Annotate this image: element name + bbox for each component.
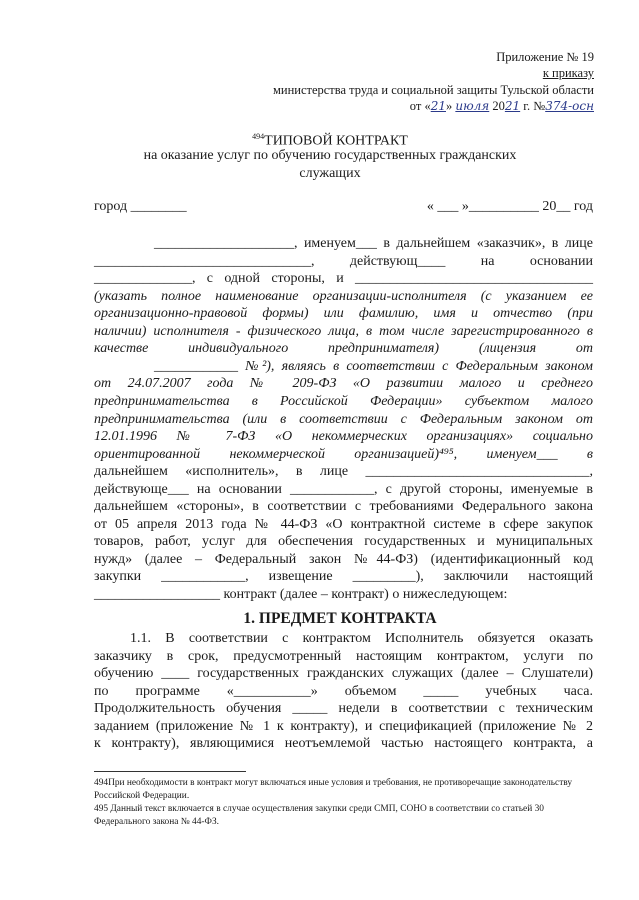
preamble-line: ____________________, именуем___ в дальнейшем «заказчик», в лице: [154, 236, 593, 251]
preamble-line: ____________ №²), являясь в соответствии с Федеральным законом: [154, 358, 593, 374]
section-1-line: 1.1. В соответствии с контрактом Исполнитель обязуется оказать: [130, 631, 593, 646]
appendix-date-line: [410, 99, 594, 114]
preamble-line: от 05 апреля 2013 года № 44-ФЗ «О контрактной системе в сфере закупок: [94, 516, 593, 532]
handwritten-day: 21: [430, 99, 446, 113]
date-mid: »: [445, 99, 456, 113]
section-1-line: обучению ____ государственных гражданских служащих (далее – Слушатели): [94, 666, 593, 681]
appendix-ministry: министерства труда и социальной защиты Тульской области: [272, 83, 594, 97]
preamble-line: закупки ____________, извещение _________), заключили настоящий: [94, 569, 593, 585]
date-prefix: от «: [409, 99, 431, 113]
preamble-line: нужд» (далее – Федеральный закон №44-ФЗ) (идентификационный код: [94, 551, 593, 567]
appendix-number: Приложение № 19: [496, 50, 594, 64]
number-prefix: г. №: [520, 99, 546, 113]
section-1-line: по программе «___________» объемом _____ учебных часа.: [94, 683, 593, 699]
section-1-heading: 1. ПРЕДМЕТ КОНТРАКТА: [243, 610, 437, 627]
preamble-line: предпринимательства (или в соответствии с Федеральным законом от: [94, 411, 593, 427]
title-subtitle-1: на оказание услуг по обучению государственных гражданских: [143, 148, 517, 163]
preamble-line: (указать полное наименование организации-исполнителя (с указанием ее: [94, 288, 593, 304]
title-main: ТИПОВОЙ КОНТРАКТ: [264, 133, 408, 149]
preamble-line: ориентированной некоммерческой организацией)⁴⁹⁵, именуем___ в: [94, 446, 593, 462]
preamble-line: дальнейшем «стороны», в соответствии с требованиями Федерального закона: [94, 499, 593, 515]
preamble-line: организационно-правовой формы) или фамилию, имя и отчество (при: [94, 306, 593, 322]
preamble-line: дальнейшем «исполнитель», в лице ________________________________,: [94, 464, 593, 480]
preamble-line: ______________, с одной стороны, и __________________________________: [94, 271, 593, 287]
title-subtitle-2: служащих: [299, 166, 361, 181]
preamble-line: действующе___ на основании ____________, с другой стороны, именуемые в: [94, 481, 593, 497]
handwritten-month: июля: [455, 99, 490, 113]
preamble-line: 12.01.1996 № 7-ФЗ «О некоммерческих организациях» социально: [94, 429, 593, 445]
section-1-line: заданием (приложение № 1 к контракту), и спецификацией (приложение № 2: [94, 718, 593, 734]
preamble-line: от 24.07.2007 года № 209-ФЗ «О развитии малого и среднего: [94, 376, 593, 392]
preamble-line: качестве индивидуального предпринимателя) (лицензия от: [94, 341, 593, 357]
section-1-line: к контракту), являющимися неотъемлемой частью настоящего контракта, а: [94, 736, 593, 751]
title-footnote-ref: 494: [252, 132, 265, 141]
footnote-495: 495 Данный текст включается в случае осуществления закупки среди СМП, СОНО в соответствии со статьей 30 Федерального закона № 44-ФЗ.: [94, 804, 544, 827]
handwritten-order-number: 374-осн: [545, 99, 594, 113]
preamble-line: товаров, работ, услуг для обеспечения государственных и муниципальных: [94, 534, 593, 550]
preamble-line: _______________________________, действующ____ на основании: [94, 253, 593, 269]
appendix-order-ref: к приказу: [542, 66, 594, 80]
contract-date-field: « ___ »__________ 20__ год: [426, 199, 593, 214]
preamble-line: наличии) исполнителя - физического лица, в том числе зарегистрированного в: [94, 323, 593, 339]
preamble-line: __________________ контракт (далее – контракт) о нижеследующем:: [94, 587, 508, 602]
year-prefix: 20: [489, 99, 505, 113]
city-field: город ________: [94, 199, 187, 214]
footnote-divider: [94, 771, 246, 772]
footnote-494: 494При необходимости в контракт могут включаться иные условия и требования, не противоречащие законодательству Российской Федерации.: [94, 778, 573, 801]
preamble-line: предпринимательства в Российской Федерации» субъектом малого: [94, 393, 593, 409]
place-date-line: [94, 198, 593, 216]
section-1-line: заказчику в срок, предусмотренный настоящим контрактом, услуги по: [94, 648, 593, 664]
section-1-line: Продолжительность обучения _____ недели в соответствии с техническим: [94, 701, 593, 716]
handwritten-year: 21: [504, 99, 521, 113]
